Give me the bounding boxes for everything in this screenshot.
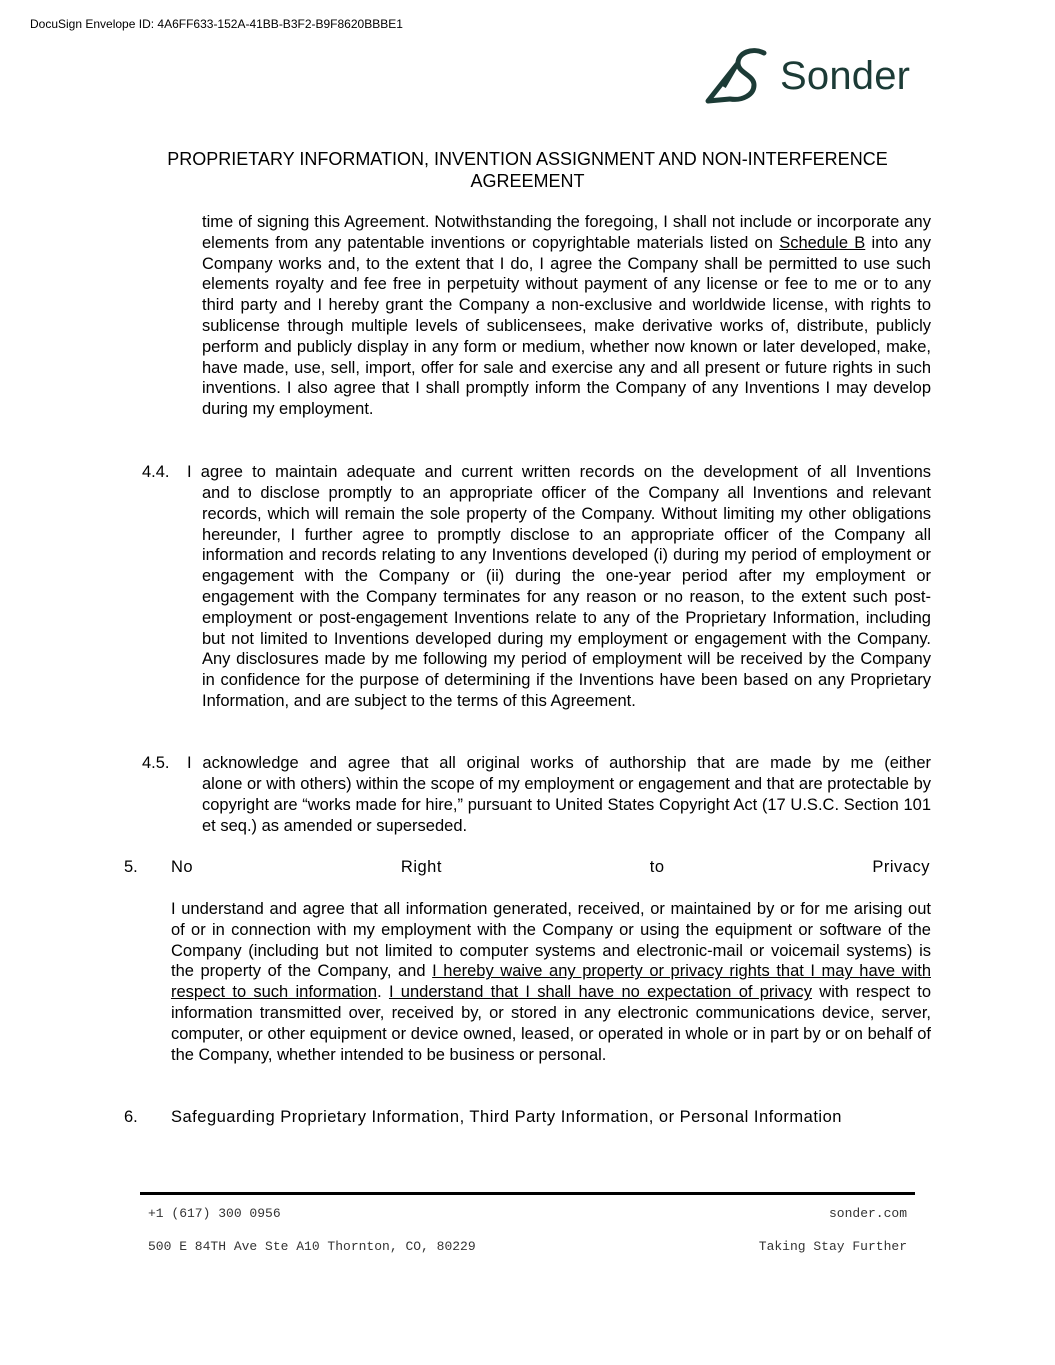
footer-tagline: Taking Stay Further — [758, 1239, 907, 1254]
section-5-number: 5. — [124, 858, 138, 876]
sonder-bird-icon — [704, 47, 772, 105]
footer-phone: +1 (617) 300 0956 — [148, 1206, 281, 1221]
footer-address: 500 E 84TH Ave Ste A10 Thornton, CO, 80229 — [148, 1239, 476, 1254]
footer-website: sonder.com — [828, 1206, 907, 1221]
schedule-b-link[interactable]: Schedule B — [779, 233, 866, 252]
privacy-waiver-clause: I hereby waive any property or privacy rights that I may have with respect to such information — [171, 962, 931, 1002]
section-4-4-first-line: I agree to maintain adequate and current written records on the development of all Inventions — [187, 463, 931, 481]
section-6-heading: Safeguarding Proprietary Information, Third Party Information, or Personal Information — [171, 1108, 842, 1126]
section-5-heading: No Right to Privacy — [171, 858, 930, 876]
section-4-4-number: 4.4. — [142, 463, 170, 481]
page-title — [100, 148, 955, 192]
footer-divider — [140, 1192, 915, 1195]
section-6-number: 6. — [124, 1108, 138, 1126]
section-4-5-first-line: I acknowledge and agree that all original works of authorship that are made by me (either — [187, 754, 931, 772]
logo-wordmark: Sonder — [780, 53, 911, 98]
section-4-4-body: and to disclose promptly to an appropriate officer of the Company all Inventions and relevant records, which will remain the sole property of the Company. Without limiting my other obligations hereunder, I further agree to promptly disclose to an appropriate officer of the Company all information and records relating to any Inventions developed (i) during my period of employment or engagement with the Company or (ii) during the one-year period after my employment or engagement with the Company terminates for any reason or no reason, to the extent such post-employment or post-engagement Inventions relate to any of the Proprietary Information, including but not limited to Inventions developed during my employment or engagement with the Company. Any disclosures made by me following my period of employment will be received by the Company in confidence for the purpose of determining if the Inventions have been based on any Proprietary Information, and are subject to the terms of this Agreement. — [202, 484, 931, 710]
section-5-body: I understand and agree that all information generated, received, or maintained by or for me arising out of or in connection with my employment with the Company or using the equipment or software of the Company (including but not limited to computer systems and electronic-mail or voicemail systems) is the property of the Company, and I hereby waive any property or privacy rights that I may have with respect to such information. I understand that I shall have no expectation of privacy with respect to information transmitted over, received by, or stored in any electronic communications device, server, computer, or other equipment or device owned, leased, or operated in whole or in part by or on behalf of the Company, whether intended to be business or personal. — [171, 900, 931, 1064]
no-expectation-clause: I understand that I shall have no expectation of privacy — [388, 983, 813, 1002]
title-line-2: AGREEMENT — [470, 171, 585, 191]
section-4-5-number: 4.5. — [142, 754, 170, 772]
title-line-1: PROPRIETARY INFORMATION, INVENTION ASSIGNMENT AND NON-INTERFERENCE — [167, 149, 888, 169]
envelope-id: DocuSign Envelope ID: 4A6FF633-152A-41BB-B3F2-B9F8620BBBE1 — [30, 17, 403, 31]
sonder-logo — [704, 46, 910, 106]
continuation-paragraph: time of signing this Agreement. Notwithstanding the foregoing, I shall not include or incorporate any elements from any patentable inventions or copyrightable materials listed on Schedule B into any Company works and, to the extent that I do, I agree the Company shall be permitted to use such elements royalty and fee free in perpetuity without payment of any license or fee to me or to any third party and I hereby grant the Company a non-exclusive and worldwide license, with rights to sublicense through multiple levels of sublicensees, make derivative works of, distribute, publicly perform and publicly display in any form or medium, whether now known or later developed, make, have made, use, sell, import, offer for sale and exercise any and all present or future rights in such inventions. I also agree that I shall promptly inform the Company of any Inventions I may develop during my employment. — [202, 213, 931, 419]
section-4-5-body: alone or with others) within the scope of my employment or engagement and that are protectable by copyright are “works made for hire,” pursuant to United States Copyright Act (17 U.S.C. Section 101 et seq.) as amended or superseded. — [202, 775, 931, 835]
